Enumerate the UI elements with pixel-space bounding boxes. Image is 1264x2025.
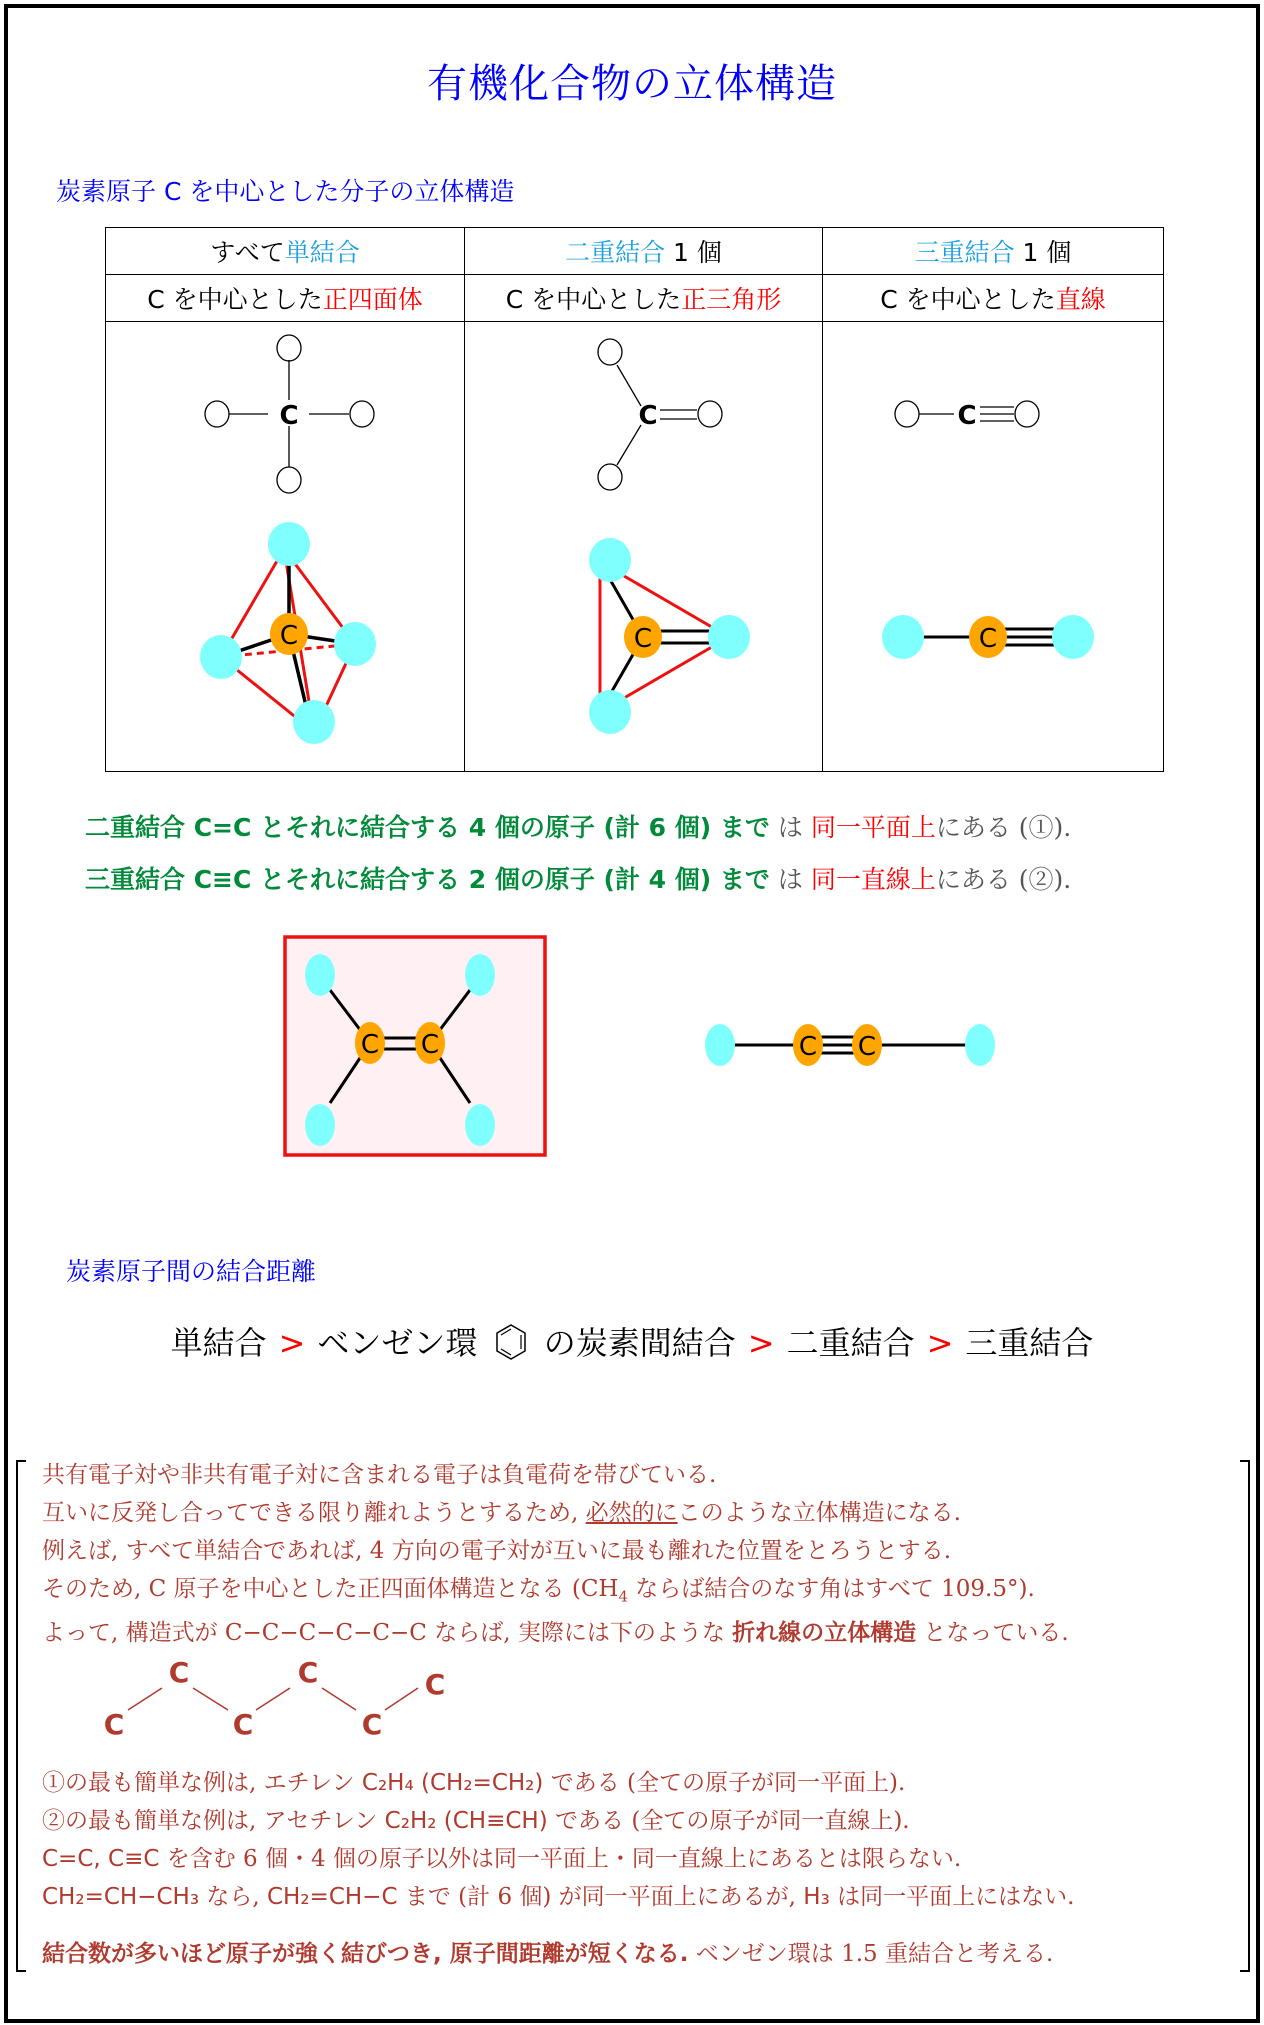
note-final: [42, 1935, 1053, 1968]
note-example-acetylene: [42, 1802, 910, 1835]
shape-prefix: C を中心とした: [880, 285, 1056, 314]
shape-highlight: 正四面体: [322, 285, 423, 314]
subscript: 4: [618, 1587, 628, 1606]
carbon-label: C: [424, 1668, 446, 1701]
formula: C₂H₄ (CH₂=CH₂): [361, 1770, 544, 1796]
carbon-label: C: [361, 1708, 383, 1738]
note-line-9: [42, 1878, 1074, 1911]
note-text: 互いに反発し合ってできる限り離れようとするため,: [42, 1500, 586, 1526]
diagram-cell-linear: [823, 322, 1164, 772]
formula: H₃: [803, 1884, 830, 1910]
formula: C=C, C≡C: [42, 1846, 160, 1872]
note-text: は同一平面上にはない.: [829, 1884, 1075, 1910]
carbon-label: C: [232, 1708, 254, 1738]
statement-connector: は: [769, 865, 811, 894]
tetrahedral-diagram: [106, 322, 464, 765]
statement-tail: にある (①).: [935, 813, 1072, 842]
note-line-8: [42, 1840, 961, 1873]
carbon-label: C: [297, 1656, 319, 1689]
header-highlight: 単結合: [284, 238, 360, 267]
note-text: である (全ての原子が同一平面上).: [543, 1770, 906, 1796]
shape-linear: [823, 275, 1164, 322]
shape-highlight: 直線: [1055, 285, 1106, 314]
page-title: 有機化合物の立体構造: [427, 61, 837, 107]
rank-single-bond: 単結合: [170, 1324, 267, 1362]
acetylene-linear-diagram: [690, 1005, 1010, 1085]
formula: CH₂=CH−CH₃: [42, 1884, 200, 1910]
note-text: ならば結合のなす角はすべて 109.5°).: [628, 1576, 1035, 1602]
note-underlined: 必然的に: [585, 1500, 678, 1526]
note-example-ethylene: [42, 1764, 905, 1797]
shape-prefix: C を中心とした: [147, 285, 323, 314]
greater-than-symbol: >: [747, 1324, 775, 1362]
carbon-label: C: [957, 401, 977, 431]
carbon-label: C: [360, 1030, 380, 1060]
notes-bracket-right: [1240, 1460, 1250, 1972]
note-text: よって, 構造式が C−C−C−C−C−C ならば, 実際には下のような: [42, 1620, 733, 1646]
note-text: ベンゼン環は 1.5 重結合と考える.: [688, 1941, 1054, 1967]
benzene-ring-icon: [494, 1323, 528, 1361]
greater-than-symbol: >: [278, 1324, 306, 1362]
rank-benzene-suffix: の炭素間結合: [543, 1324, 736, 1362]
note-line-4: [42, 1570, 1035, 1606]
rank-benzene: ベンゼン環: [317, 1324, 478, 1362]
note-line-3: 例えば, すべて単結合であれば, 4 方向の電子対が互いに最も離れた位置をとろうとする.: [42, 1538, 952, 1564]
carbon-label: C: [420, 1030, 440, 1060]
note-line-1: 共有電子対や非共有電子対に含まれる電子は負電荷を帯びている.: [42, 1462, 717, 1488]
statement-main: 三重結合 C≡C とそれに結合する 2 個の原子 (計 4 個) まで: [85, 865, 770, 894]
note-text: このような立体構造になる.: [677, 1500, 961, 1526]
header-suffix: 1 個: [1014, 238, 1072, 267]
note-text: そのため, C 原子を中心とした正四面体構造となる (CH: [42, 1576, 619, 1602]
bond-length-ranking: [0, 1318, 1264, 1364]
statement-triple-bond: [85, 860, 1071, 896]
note-line-2: [42, 1494, 961, 1527]
carbon-label: C: [279, 401, 299, 431]
header-highlight: 三重結合: [914, 238, 1015, 267]
carbon-label: C: [168, 1656, 190, 1689]
statement-double-bond: [85, 808, 1071, 844]
note-bold: 折れ線の立体構造: [732, 1620, 917, 1646]
note-text: ①の最も簡単な例は, エチレン: [42, 1770, 362, 1796]
diagram-cell-trigonal: [465, 322, 823, 772]
linear-diagram: [823, 322, 1163, 765]
diagram-cell-tetrahedral: [106, 322, 465, 772]
zigzag-carbon-chain: [90, 1648, 490, 1738]
statement-tail: にある (②).: [935, 865, 1072, 894]
carbon-label: C: [103, 1708, 125, 1738]
formula: CH₂=CH−C: [266, 1884, 398, 1910]
header-triple-bond: [823, 228, 1164, 275]
statement-highlight: 同一平面上: [810, 813, 936, 842]
rank-double-bond: 二重結合: [786, 1324, 915, 1362]
note-text: なら,: [199, 1884, 267, 1910]
note-text: を含む 6 個・4 個の原子以外は同一平面上・同一直線上にあるとは限らない.: [159, 1846, 962, 1872]
carbon-label: C: [798, 1032, 818, 1062]
ethylene-planar-diagram: [280, 935, 550, 1160]
header-suffix: 1 個: [665, 238, 722, 267]
notes-bracket-left: [16, 1460, 26, 1972]
shape-tetrahedron: [106, 275, 465, 322]
shape-highlight: 正三角形: [681, 285, 782, 314]
header-double-bond: [465, 228, 823, 275]
header-single-bond: [106, 228, 465, 275]
statement-main: 二重結合 C=C とそれに結合する 4 個の原子 (計 6 個) まで: [85, 813, 770, 842]
carbon-label: C: [638, 401, 658, 431]
carbon-label: C: [978, 624, 998, 654]
note-text: である (全ての原子が同一直線上).: [547, 1808, 910, 1834]
statement-connector: は: [769, 813, 811, 842]
note-text: まで (計 6 個) が同一平面上にあるが,: [397, 1884, 804, 1910]
statement-highlight: 同一直線上: [810, 865, 936, 894]
note-text: ②の最も簡単な例は, アセチレン: [42, 1808, 385, 1834]
shape-prefix: C を中心とした: [505, 285, 682, 314]
section-heading-structure: 炭素原子 C を中心とした分子の立体構造: [56, 177, 515, 206]
greater-than-symbol: >: [926, 1324, 954, 1362]
rank-triple-bond: 三重結合: [965, 1324, 1094, 1362]
note-text: となっている.: [916, 1620, 1069, 1646]
formula: C₂H₂ (CH≡CH): [384, 1808, 548, 1834]
carbon-label: C: [279, 621, 299, 651]
note-line-5: [42, 1614, 1069, 1647]
note-bold: 結合数が多いほど原子が強く結びつき, 原子間距離が短くなる.: [42, 1941, 689, 1967]
shape-triangle: [465, 275, 823, 322]
section-heading-bond-length: 炭素原子間の結合距離: [66, 1257, 317, 1286]
carbon-label: C: [633, 624, 653, 654]
header-highlight: 二重結合: [565, 238, 666, 267]
header-prefix: すべて: [210, 238, 285, 267]
carbon-label: C: [857, 1032, 877, 1062]
structure-table: [105, 227, 1164, 772]
trigonal-diagram: [465, 322, 822, 765]
